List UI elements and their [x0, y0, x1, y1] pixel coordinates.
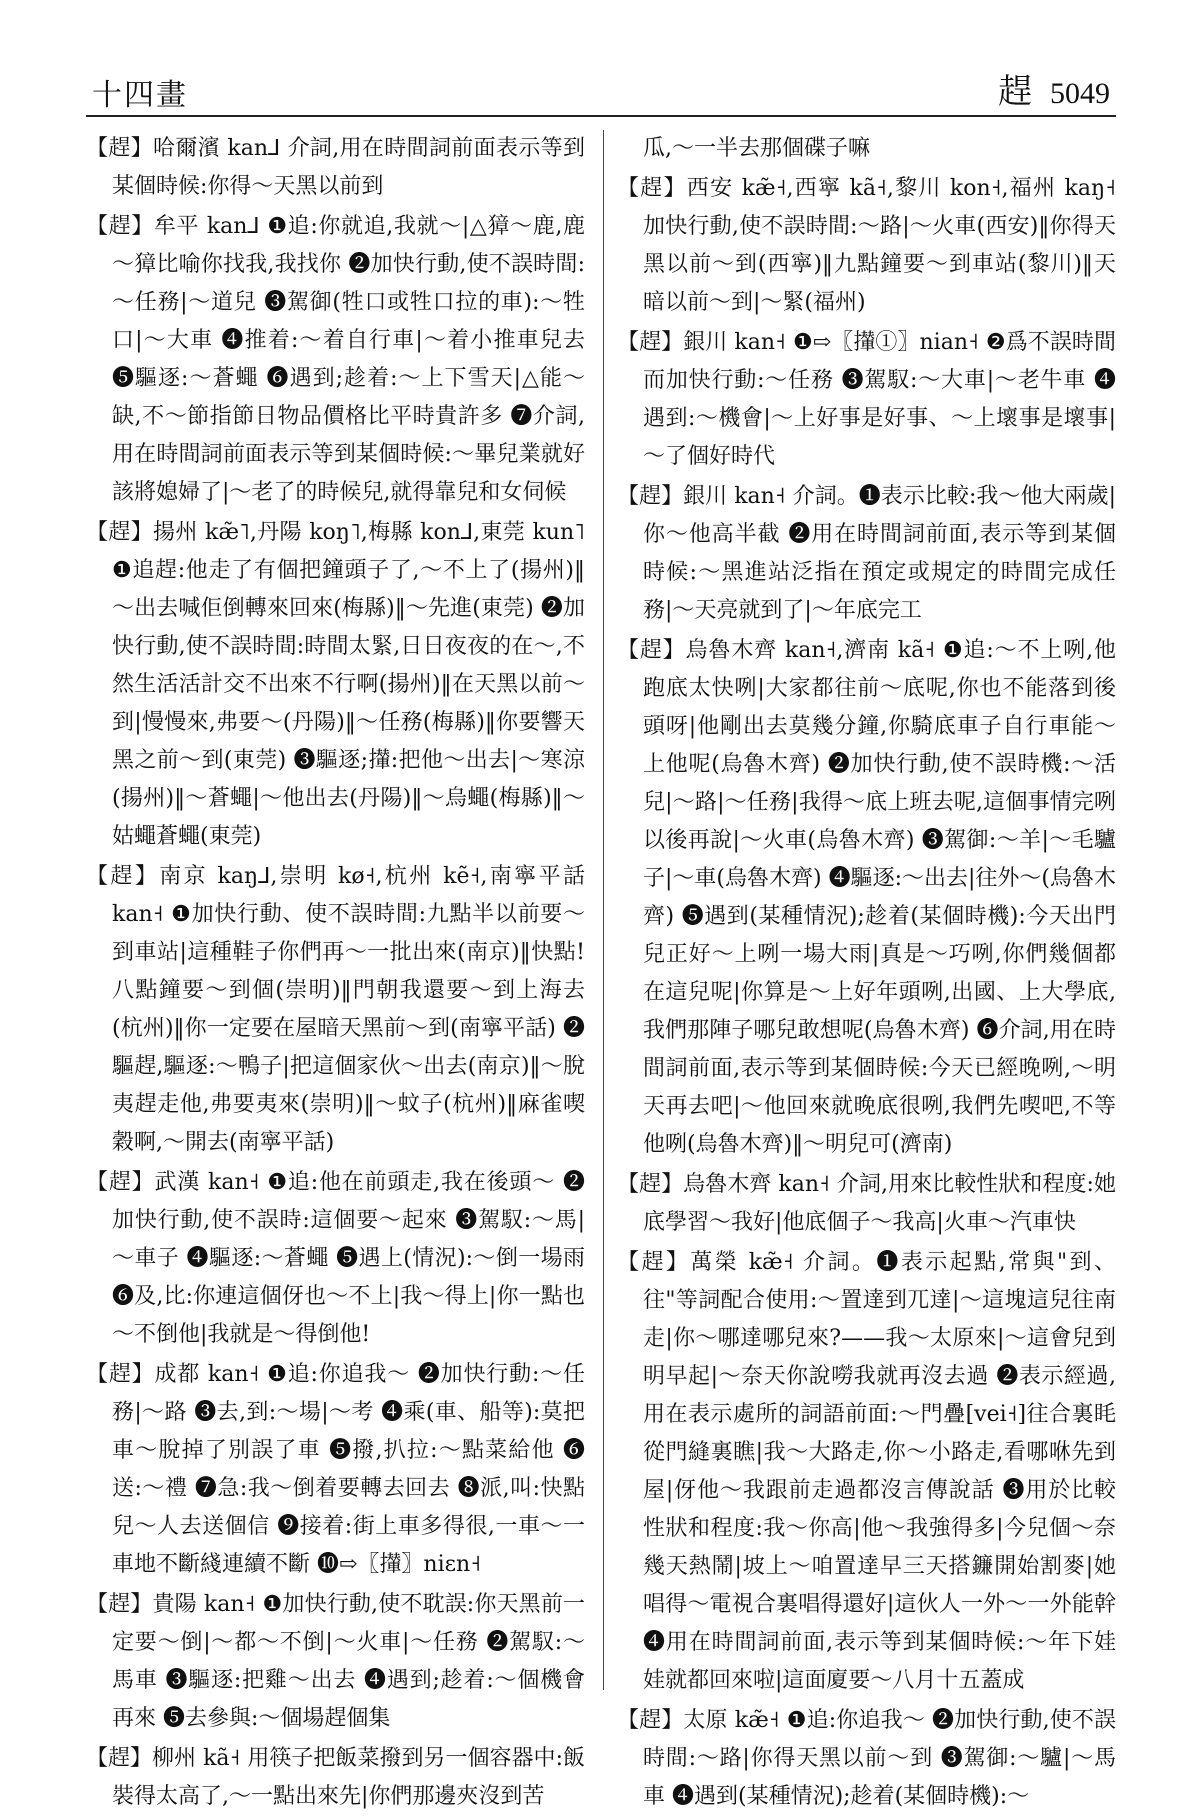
- running-headword: 趕: [998, 72, 1032, 112]
- running-head: [998, 64, 1110, 113]
- entry: 【趕】太原 kæ̃˧ ❶追:你追我～ ❷加快行動,使不誤時間:～路|你得天黑以前～到 ❸駕御:～驢|～馬車 ❹遇到(某種情況);趁着(某個時機):～: [617, 1708, 1116, 1809]
- entry: 【趕】烏魯木齊 kan˧,濟南 kã˧ ❶追:～不上咧,他跑底太快咧|大家都往前～底呢,你也不能落到後頭呀|他剛出去莫幾分鐘,你騎底車子自行車能～上他呢(烏魯木齊) ❷加快行動,使不誤時機:～活兒|～路|～任務|我得～底上班去呢,這個事情完咧以後再說|～火車(烏魯木齊) ❸駕御:～羊|～毛驢子|～車(烏魯木齊) ❹驅逐:～出去|往外～(烏魯木齊) ❺遇到(某種情況);趁着(某個時機):今天出門兒正好～上咧一場大雨|真是～巧咧,你們幾個都在這兒呢|你算是～上好年頭咧,出國、上大學底,我們那陣子哪兒敢想呢(烏魯木齊) ❻介詞,用在時間詞前面,表示等到某個時候:今天已經晚咧,～明天再去吧|～他回來就晚底很咧,我們先喫吧,不等他咧(烏魯木齊)‖～明兒可(濟南): [617, 638, 1116, 1157]
- entry: 【趕】烏魯木齊 kan˧ 介詞,用來比較性狀和程度:她底學習～我好|他底個子～我高|火車～汽車快: [617, 1172, 1116, 1235]
- entry: 【趕】南京 kaŋ⅃,崇明 kø˧,杭州 kẽ˧,南寧平話 kan˧ ❶加快行動、使不誤時間:九點半以前要～到車站|這種鞋子你們再～一批出來(南京)‖快點!八點鐘要～到個(崇明)‖門朝我還要～到上海去(杭州)‖你一定要在屋暗天黑前～到(南寧平話) ❷驅趕,驅逐:～鴨子|把這個家伙～出去(南京)‖～脫夷趕走他,弗要夷來(崇明)‖～蚊子(杭州)‖麻雀喫穀啊,～開去(南寧平話): [86, 864, 585, 1155]
- section-label: 十四畫: [92, 78, 188, 113]
- entry: 【趕】牟平 kan⅃ ❶追:你就追,我就～|△獐～鹿,鹿～獐比喻你找我,我找你 ❷加快行動,使不誤時間:～任務|～道兒 ❸駕御(牲口或牲口拉的車):～牲口|～大車 ❹推着:～着自行車|～着小推車兒去 ❺驅逐:～蒼蠅 ❻遇到;趁着:～上下雪天|△能～缺,不～節指節日物品價格比平時貴許多 ❼介詞,用在時間詞前面表示等到某個時候:～畢兒業就好該將媳婦了|～老了的時候兒,就得靠兒和女伺候: [86, 214, 585, 505]
- entry: 【趕】銀川 kan˧ 介詞。❶表示比較:我～他大兩歲|你～他高半截 ❷用在時間詞前面,表示等到某個時候:～黑進站泛指在預定或規定的時間完成任務|～天亮就到了|～年底完工: [617, 484, 1116, 623]
- entry: 【趕】揚州 kæ̃˥,丹陽 koŋ˥,梅縣 kon⅃,東莞 kun˥ ❶追趕:他走了有個把鐘頭子了,～不上了(揚州)‖～出去喊佢倒轉來回來(梅縣)‖～先進(東莞) ❷加快行動,使不誤時間:時間太緊,日日夜夜的在～,不然生活活計交不出來不行啊(揚州)‖在天黑以前～到|慢慢來,弗要～(丹陽)‖～任務(梅縣)‖你要響天黑之前～到(東莞) ❸驅逐;攆:把他～出去|～寒涼(揚州)‖～蒼蠅|～他出去(丹陽)‖～烏蠅(梅縣)‖～姑蠅蒼蠅(東莞): [86, 520, 585, 849]
- left-column: [86, 130, 585, 1809]
- page-number: 5049: [1050, 77, 1110, 110]
- entry: 【趕】武漢 kan˧ ❶追:他在前頭走,我在後頭～ ❷加快行動,使不誤時:這個要～起來 ❸駕馭:～馬|～車子 ❹驅逐:～蒼蠅 ❺遇上(情況):～倒一場雨 ❻及,比:你連這個伢也～不上|我～得上|你一點也～不倒他|我就是～得倒他!: [86, 1170, 585, 1347]
- entry-continuation: 瓜,～一半去那個碟子嘛: [643, 136, 870, 161]
- entry: 【趕】成都 kan˧ ❶追:你追我～ ❷加快行動:～任務|～路 ❸去,到:～場|～考 ❹乘(車、船等):莫把車～脫掉了別誤了車 ❺撥,扒拉:～點菜給他 ❻送:～禮 ❼急:我～倒着要轉去回去 ❽派,叫:快點兒～人去送個信 ❾接着:街上車多得很,一車～一車地不斷綫連續不斷 ❿⇨〖攆〗niɛn˧: [86, 1362, 585, 1577]
- header-rule: [86, 115, 1116, 117]
- entry: 【趕】哈爾濱 kan⅃ 介詞,用在時間詞前面表示等到某個時候:你得～天黑以前到: [86, 136, 585, 199]
- entry: 【趕】貴陽 kan˧ ❶加快行動,使不耽誤:你天黑前一定要～倒|～都～不倒|～火車|～任務 ❷駕馭:～馬車 ❸驅逐:把雞～出去 ❹遇到;趁着:～個機會再來 ❺去參與:～個場趕個集: [86, 1592, 585, 1731]
- entry: 【趕】柳州 kã˧ 用筷子把飯菜撥到另一個容器中:飯裝得太高了,～一點出來先|你們那邊夾沒到苦: [86, 1746, 585, 1809]
- column-divider: [603, 130, 604, 1690]
- entry: 【趕】萬榮 kæ̃˧ 介詞。❶表示起點,常與"到、往"等詞配合使用:～置達到兀達|～這塊這兒往南走|你～哪達哪兒來?——我～太原來|～這會兒到明早起|～奈天你說嘮我就再沒去過 ❷表示經過,用在表示處所的詞語前面:～門疊[vei˧]往合裏眊從門縫裏瞧|我～大路走,你～小路走,看哪咻先到屋|伢他～我跟前走過都沒言傳說話 ❸用於比較性狀和程度:我～你高|他～我強得多|今兒個～奈幾天熱鬧|坡上～咱置達早三天搭鐮開始割麥|她唱得～電視合裏唱得還好|這伙人一外～一外能幹 ❹用在時間詞前面,表示等到某個時候:～年下娃娃就都回來啦|這面廈要～八月十五蓋成: [617, 1250, 1116, 1693]
- page-header: [86, 52, 1116, 112]
- entry: 【趕】銀川 kan˧ ❶⇨〖攆①〗nian˧ ❷爲不誤時間而加快行動:～任務 ❸駕馭:～大車|～老牛車 ❹遇到:～機會|～上好事是好事、～上壞事是壞事|～了個好時代: [617, 330, 1116, 469]
- entry: 【趕】西安 kæ̃˧,西寧 kã˧,黎川 kon˧,福州 kaŋ˧ 加快行動,使不誤時間:～路|～火車(西安)‖你得天黑以前～到(西寧)‖九點鐘要～到車站(黎川)‖天暗以前～到|～緊(福州): [617, 176, 1116, 315]
- right-column: [617, 130, 1116, 1809]
